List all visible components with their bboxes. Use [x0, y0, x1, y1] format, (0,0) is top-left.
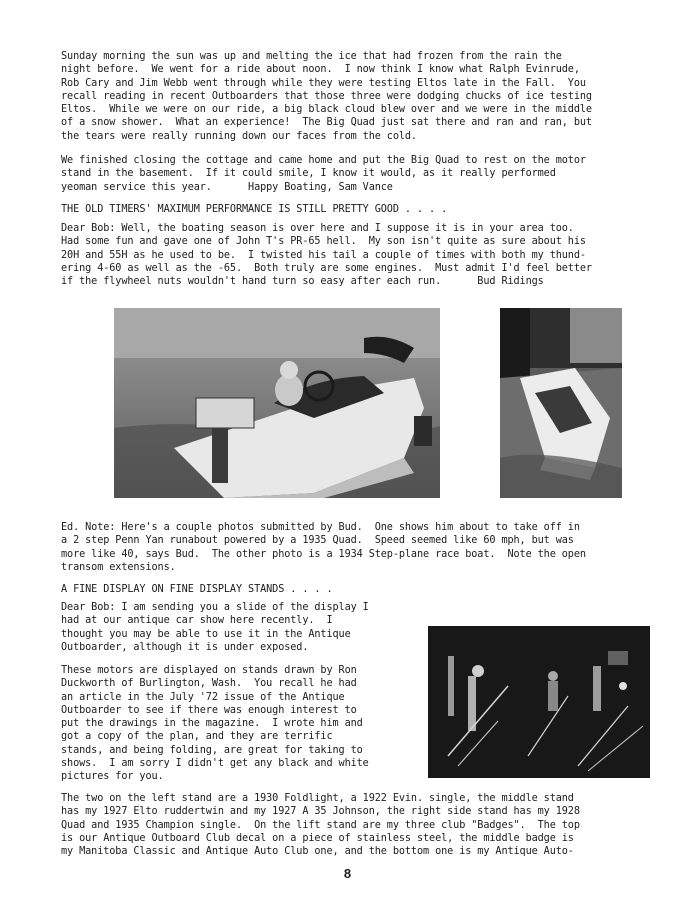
photo-runabout: [114, 308, 440, 498]
photo-runabout-image: [114, 308, 440, 498]
paragraph-editor-note: Ed. Note: Here's a couple photos submitted by Bud. One shows him about to take off in a 2 step Penn Yan runabout powered by a 1935 Quad. Speed seemed like 60 mph, but was more like 40, says Bud. The other photo is a 1934 Step-plane race boat. Note the open transom extensions.: [61, 522, 586, 573]
photo-race-boat: [500, 308, 622, 498]
heading-display-stands: A FINE DISPLAY ON FINE DISPLAY STANDS . . . .: [61, 584, 333, 595]
paragraph-display-stands: These motors are displayed on stands drawn by Ron Duckworth of Burlington, Wash. You recall he had an article in the July '72 issue of the Antique Outboarder to see if there was enough interest to put the drawings in the magazine. I wrote him and got a copy of the plan, and they are terrific stands, and being folding, are great for taking to shows. I am sorry I didn't get any black and white pictures for you.: [61, 665, 369, 783]
paragraph-slide-letter: Dear Bob: I am sending you a slide of the display I had at our antique car show here recently. I thought you may be able to use it in the Antique Outboarder, although it is under exposed.: [61, 602, 369, 653]
page-number: 8: [343, 866, 352, 881]
paragraph-bud-letter: Dear Bob: Well, the boating season is over here and I suppose it is in your area too. Had some fun and gave one of John T's PR-65 hell. My son isn't quite as sure about his 20H and 55H as he used to be. I twisted his tail a couple of times with both my thund- ering 4-60 as well as the -65. Both truly are some engines. Must admit I'd feel better if the flywheel nuts wouldn't hand turn so easy after each run. Bud Ridings: [61, 223, 592, 288]
paragraph-sunday-ride: Sunday morning the sun was up and melting the ice that had frozen from the rain the night before. We went for a ride about noon. I now think I know what Ralph Evinrude, Rob Cary and Jim Webb went through while they were testing Eltos late in the Fall. You recall reading in recent Outboarders that those three were dodging chucks of ice testing Eltos. While we were on our ride, a big black cloud blew over and we were in the middle of a snow shower. What an experience! The Big Quad just sat there and ran and ran, but the tears were really running down our faces from the cold.: [61, 51, 592, 142]
photo-race-boat-image: [500, 308, 622, 498]
paragraph-stand-contents: The two on the left stand are a 1930 Foldlight, a 1922 Evin. single, the middle stand has my 1927 Elto ruddertwin and my 1927 A 35 Johnson, the right side stand has my 1928 Quad and 1935 Champion single. On the lift stand are my three club "Badges". The top is our Antique Outboard Club decal on a piece of stainless steel, the middle badge is my Manitoba Classic and Antique Auto Club one, and the bottom one is my Antique Auto-: [61, 793, 580, 858]
photo-display-stands-image: [428, 626, 650, 778]
photo-display-stands: [428, 626, 650, 778]
heading-old-timers: THE OLD TIMERS' MAXIMUM PERFORMANCE IS STILL PRETTY GOOD . . . .: [61, 204, 448, 215]
paragraph-closing-cottage: We finished closing the cottage and came home and put the Big Quad to rest on the motor stand in the basement. If it could smile, I know it would, as it really performed yeoman service this year. Happy Boating, Sam Vance: [61, 155, 586, 193]
